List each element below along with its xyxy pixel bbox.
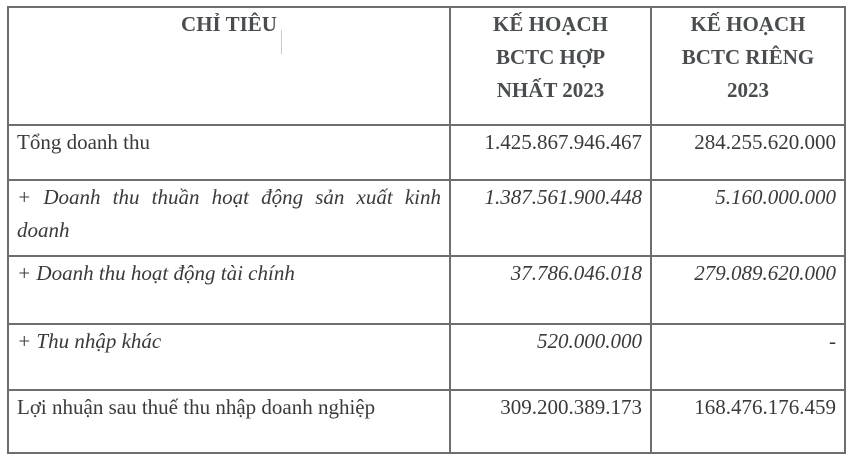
header-indicator-label: CHỈ TIÊU [181,12,277,36]
header-separate-line-1: KẾ HOẠCH [690,12,806,36]
header-consolidated-line-3: NHẤT 2023 [496,78,605,102]
header-row [8,7,845,125]
header-indicator [8,7,450,125]
row-label: + Doanh thu thuần hoạt động sản xuất kinh doanh [8,180,450,256]
table-row-financial-revenue [8,256,845,324]
table-row-total-revenue [8,125,845,180]
header-consolidated-plan [450,7,651,125]
row-label: + Thu nhập khác [8,324,450,390]
row-separate-value: 279.089.620.000 [651,256,845,324]
table-row-net-operating-revenue [8,180,845,256]
header-consolidated-line-2: BCTC HỢP [495,45,606,69]
row-separate-value: - [651,324,845,390]
table-row-other-income [8,324,845,390]
header-separate-plan [651,7,845,125]
text-cursor [281,30,282,54]
row-label: + Doanh thu hoạt động tài chính [8,256,450,324]
header-separate-line-3: 2023 [727,78,769,102]
row-consolidated-value: 1.387.561.900.448 [450,180,651,256]
row-label: Lợi nhuận sau thuế thu nhập doanh nghiệp [8,390,450,453]
header-consolidated-line-1: KẾ HOẠCH [493,12,608,36]
row-label: Tổng doanh thu [8,125,450,180]
header-separate-line-2: BCTC RIÊNG [681,45,815,69]
row-consolidated-value: 520.000.000 [450,324,651,390]
row-consolidated-value: 37.786.046.018 [450,256,651,324]
financial-plan-table [7,6,846,454]
row-consolidated-value: 1.425.867.946.467 [450,125,651,180]
row-consolidated-value: 309.200.389.173 [450,390,651,453]
row-separate-value: 168.476.176.459 [651,390,845,453]
row-separate-value: 284.255.620.000 [651,125,845,180]
row-separate-value: 5.160.000.000 [651,180,845,256]
table-row-net-profit-after-tax [8,390,845,453]
